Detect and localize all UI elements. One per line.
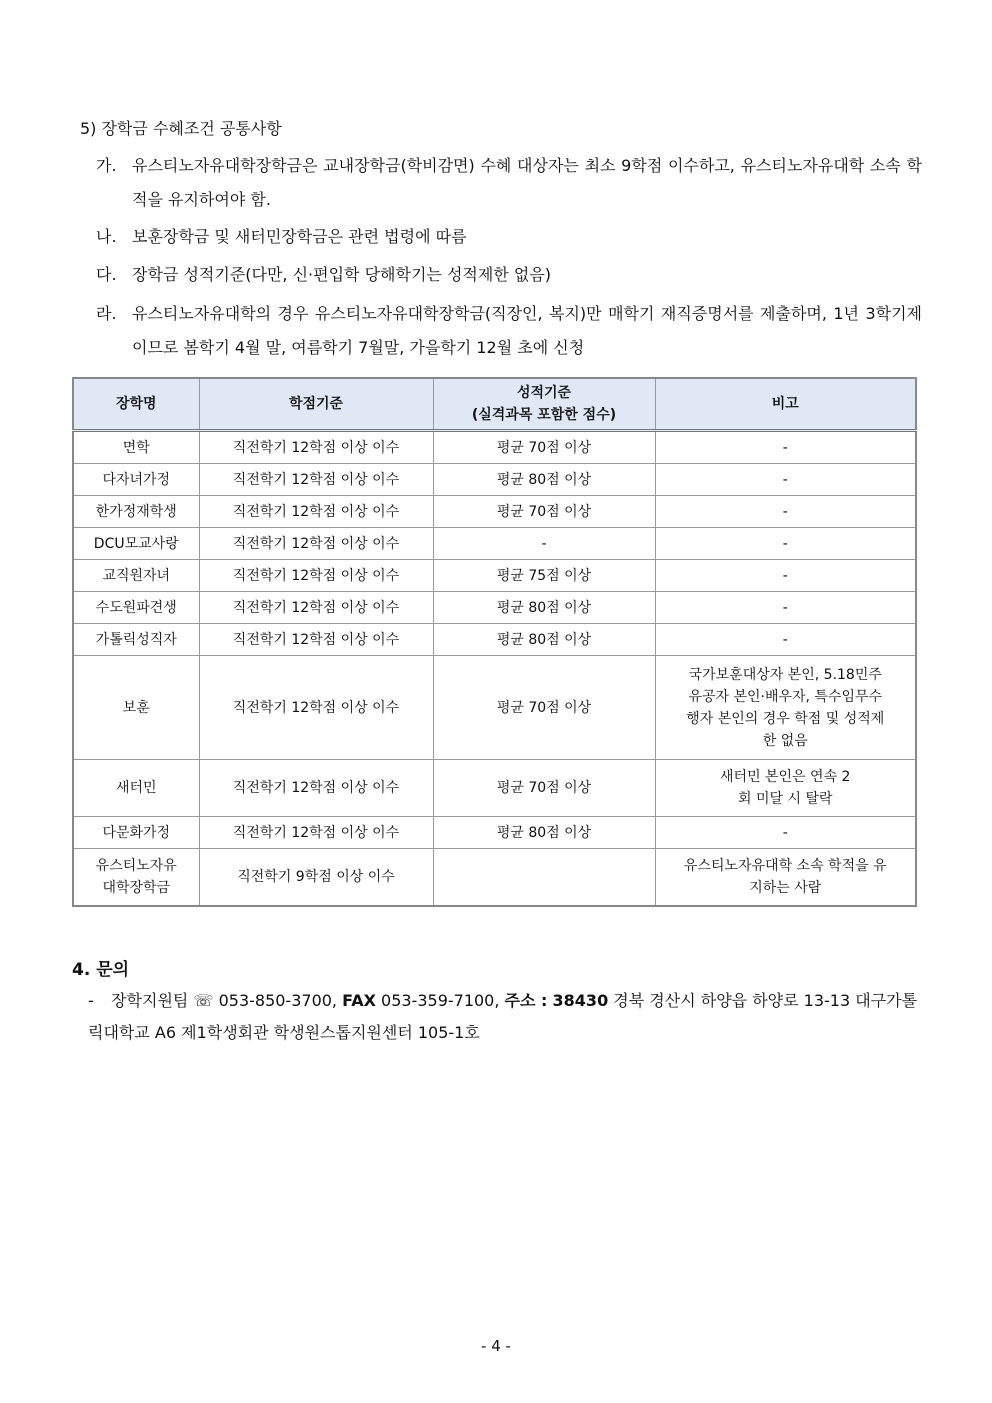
condition-item-ra: [96, 297, 922, 357]
item-marker: 라.: [96, 304, 117, 323]
header-grade-line2: (실격과목 포함한 점수): [471, 407, 617, 423]
cell-credit: 직전학기 12학점 이상 이수: [199, 817, 433, 849]
condition-item-ga: [96, 149, 922, 209]
table-row: [73, 464, 916, 496]
cell-name: 가톨릭성직자: [73, 624, 199, 656]
header-grade-criteria: [433, 378, 655, 431]
contact-fax-label: FAX: [342, 991, 376, 1010]
cell-name: 한가정재학생: [73, 496, 199, 528]
cell-grade: 평균 80점 이상: [433, 464, 655, 496]
cell-name: 새터민: [73, 760, 199, 817]
page-number: - 4 -: [481, 1337, 511, 1355]
cell-grade: 평균 80점 이상: [433, 817, 655, 849]
cell-credit: 직전학기 12학점 이상 이수: [199, 431, 433, 464]
table-row: [73, 528, 916, 560]
cell-grade: 평균 70점 이상: [433, 760, 655, 817]
header-grade-line1: 성적기준: [516, 385, 572, 401]
condition-item-da: [96, 258, 922, 292]
contact-address-label: 주소 :: [504, 991, 548, 1010]
cell-credit: 직전학기 12학점 이상 이수: [199, 528, 433, 560]
contact-address: 경북 경산시 하양읍 하양로 13-13 대구가톨릭대학교 A6 제1학생회관 학생원스톱지원센터 105-1호: [88, 991, 918, 1042]
contact-fax: 053-359-7100,: [381, 991, 500, 1010]
table-row: [73, 496, 916, 528]
cell-grade: 평균 70점 이상: [433, 656, 655, 760]
table-row: [73, 560, 916, 592]
cell-credit: 직전학기 12학점 이상 이수: [199, 464, 433, 496]
cell-name: 다문화가정: [73, 817, 199, 849]
table-row: [73, 592, 916, 624]
item-text: 유스티노자유대학의 경우 유스티노자유대학장학금(직장인, 복지)만 매학기 재직증명서를 제출하며, 1년 3학기제이므로 봄학기 4월 말, 여름학기 7월말, 가을학기 12월 초에 신청: [132, 304, 922, 357]
cell-name: 다자녀가정: [73, 464, 199, 496]
cell-name: DCU모교사랑: [73, 528, 199, 560]
cell-grade: -: [433, 528, 655, 560]
cell-name: 유스티노자유 대학장학금: [73, 849, 199, 906]
item-text: 보훈장학금 및 새터민장학금은 관련 법령에 따름: [132, 227, 467, 246]
cell-name: 면학: [73, 431, 199, 464]
item-text: 유스티노자유대학장학금은 교내장학금(학비감면) 수혜 대상자는 최소 9학점 이수하고, 유스티노자유대학 소속 학적을 유지하여야 함.: [132, 156, 922, 209]
contact-info: [88, 985, 924, 1049]
item-text: 장학금 성적기준(다만, 신·편입학 당해학기는 성적제한 없음): [132, 265, 552, 284]
header-remarks: 비고: [655, 378, 916, 431]
cell-credit: 직전학기 12학점 이상 이수: [199, 656, 433, 760]
telephone-icon: ☏: [193, 991, 214, 1010]
scholarship-table: [72, 377, 917, 907]
cell-remarks: -: [655, 431, 916, 464]
cell-grade: 평균 80점 이상: [433, 624, 655, 656]
cell-remarks: 국가보훈대상자 본인, 5.18민주유공자 본인·배우자, 특수임무수행자 본인의 경우 학점 및 성적제한 없음: [655, 656, 916, 760]
table-row: [73, 817, 916, 849]
cell-remarks: -: [655, 464, 916, 496]
list-dash: -: [88, 991, 94, 1010]
cell-credit: 직전학기 12학점 이상 이수: [199, 624, 433, 656]
cell-remarks: -: [655, 528, 916, 560]
contact-zip: 38430: [552, 991, 609, 1010]
cell-remarks: 새터민 본인은 연속 2회 미달 시 탈락: [655, 760, 916, 817]
cell-grade: 평균 70점 이상: [433, 496, 655, 528]
table-row: [73, 849, 916, 906]
contact-phone: 053-850-3700,: [218, 991, 338, 1010]
condition-item-na: [96, 220, 922, 254]
header-credit-criteria: 학점기준: [199, 378, 433, 431]
header-scholarship-name: 장학명: [73, 378, 199, 431]
contact-team: 장학지원팀: [111, 991, 189, 1010]
cell-name: 보훈: [73, 656, 199, 760]
cell-remarks: -: [655, 496, 916, 528]
cell-remarks: -: [655, 817, 916, 849]
cell-grade: [433, 849, 655, 906]
cell-remarks: -: [655, 560, 916, 592]
table-row: [73, 656, 916, 760]
cell-credit: 직전학기 12학점 이상 이수: [199, 560, 433, 592]
cell-grade: 평균 70점 이상: [433, 431, 655, 464]
contact-heading: 4. 문의: [72, 960, 130, 980]
cell-grade: 평균 80점 이상: [433, 592, 655, 624]
table-row: [73, 431, 916, 464]
cell-credit: 직전학기 12학점 이상 이수: [199, 760, 433, 817]
item-marker: 가.: [96, 156, 117, 175]
item-marker: 나.: [96, 227, 117, 246]
cell-credit: 직전학기 9학점 이상 이수: [199, 849, 433, 906]
cell-grade: 평균 75점 이상: [433, 560, 655, 592]
cell-name: 수도원파견생: [73, 592, 199, 624]
item-marker: 다.: [96, 265, 117, 284]
cell-remarks: 유스티노자유대학 소속 학적을 유지하는 사람: [655, 849, 916, 906]
cell-credit: 직전학기 12학점 이상 이수: [199, 592, 433, 624]
cell-name: 교직원자녀: [73, 560, 199, 592]
table-header-row: [73, 378, 916, 431]
cell-remarks: -: [655, 624, 916, 656]
cell-remarks: -: [655, 592, 916, 624]
table-row: [73, 624, 916, 656]
table-row: [73, 760, 916, 817]
cell-credit: 직전학기 12학점 이상 이수: [199, 496, 433, 528]
section-title: 5) 장학금 수혜조건 공통사항: [80, 119, 282, 138]
